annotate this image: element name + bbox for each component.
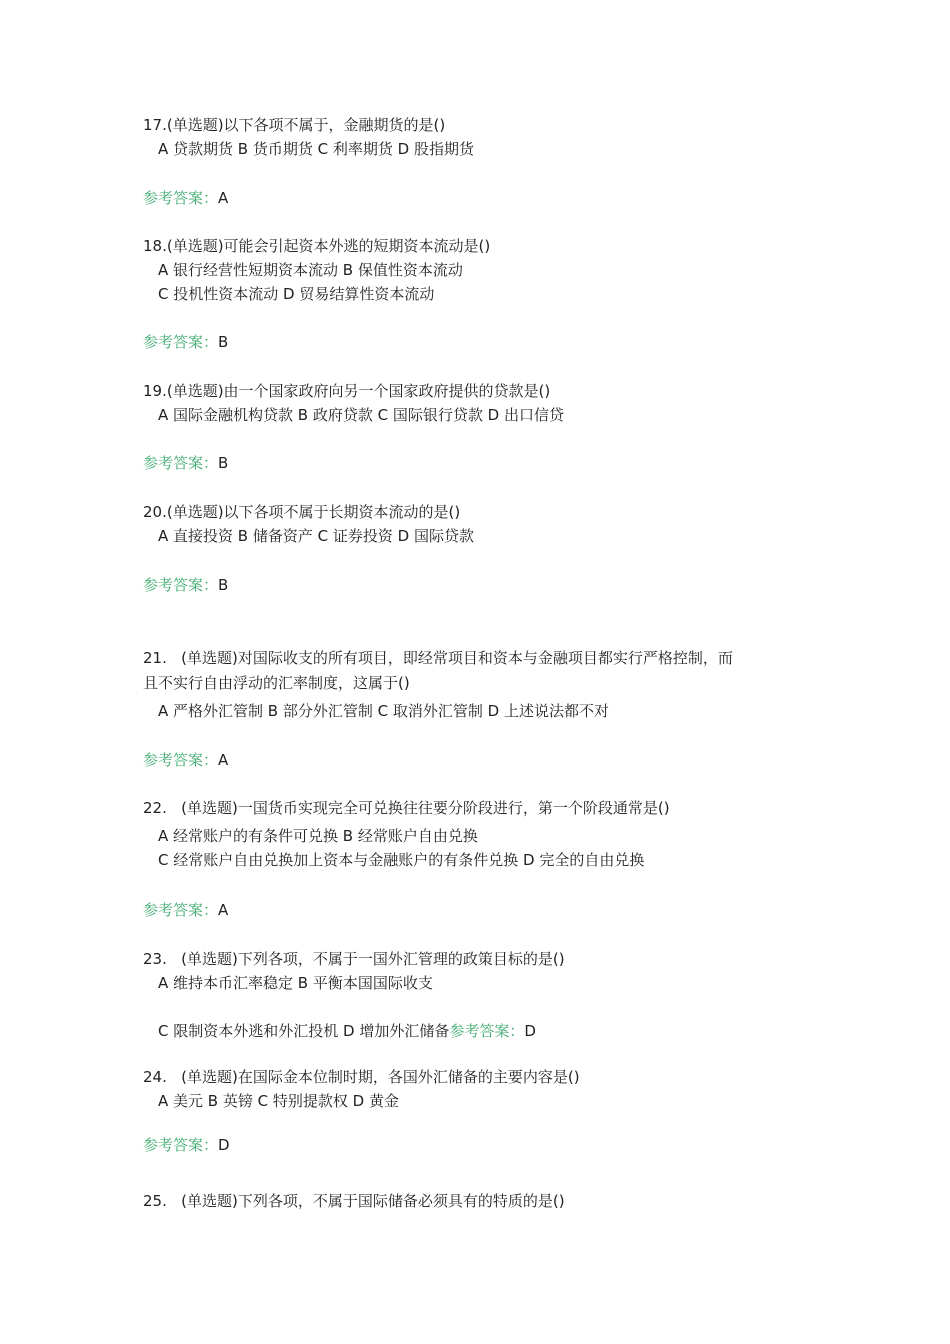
question-23-stem: 23. (单选题)下列各项，不属于一国外汇管理的政策目标的是() <box>143 950 565 968</box>
answer-label: 参考答案： <box>143 454 219 472</box>
question-21-stem-1: 21. (单选题)对国际收支的所有项目，即经常项目和资本与金融项目都实行严格控制，而 <box>143 649 733 667</box>
answer-20 <box>143 575 228 595</box>
question-21-options: A 严格外汇管制 B 部分外汇管制 C 取消外汇管制 D 上述说法都不对 <box>158 702 609 720</box>
answer-24 <box>143 1135 230 1155</box>
question-23-options-2: C 限制资本外逃和外汇投机 D 增加外汇储备 <box>158 1022 450 1040</box>
answer-value: B <box>218 333 229 351</box>
question-19-stem: 19.(单选题)由一个国家政府向另一个国家政府提供的贷款是() <box>143 382 551 400</box>
answer-17 <box>143 188 228 208</box>
question-22-options-2: C 经常账户自由兑换加上资本与金融账户的有条件兑换 D 完全的自由兑换 <box>158 851 645 869</box>
answer-value: A <box>218 751 229 769</box>
question-18-stem: 18.(单选题)可能会引起资本外逃的短期资本流动是() <box>143 237 491 255</box>
answer-18 <box>143 332 228 352</box>
question-20-options: A 直接投资 B 储备资产 C 证券投资 D 国际贷款 <box>158 527 474 545</box>
question-18-options-2: C 投机性资本流动 D 贸易结算性资本流动 <box>158 285 435 303</box>
question-17-options: A 贷款期货 B 货币期货 C 利率期货 D 股指期货 <box>158 140 474 158</box>
answer-label: 参考答案： <box>143 333 219 351</box>
answer-label: 参考答案： <box>143 901 219 919</box>
question-22-stem: 22. (单选题)一国货币实现完全可兑换往往要分阶段进行，第一个阶段通常是() <box>143 799 670 817</box>
answer-value: A <box>218 901 229 919</box>
answer-label: 参考答案： <box>143 751 219 769</box>
answer-value: B <box>218 576 229 594</box>
question-24-stem: 24. (单选题)在国际金本位制时期，各国外汇储备的主要内容是() <box>143 1068 580 1086</box>
answer-label: 参考答案： <box>143 576 219 594</box>
question-22-options-1: A 经常账户的有条件可兑换 B 经常账户自由兑换 <box>158 827 478 845</box>
question-21-stem-2: 且不实行自由浮动的汇率制度，这属于() <box>143 674 410 692</box>
question-25-stem: 25. (单选题)下列各项，不属于国际储备必须具有的特质的是() <box>143 1192 565 1210</box>
answer-label: 参考答案： <box>143 1136 219 1154</box>
answer-label: 参考答案： <box>143 189 219 207</box>
answer-value: D <box>524 1022 536 1040</box>
question-20-stem: 20.(单选题)以下各项不属于长期资本流动的是() <box>143 503 461 521</box>
question-23-options-1: A 维持本币汇率稳定 B 平衡本国国际收支 <box>158 974 433 992</box>
answer-22 <box>143 900 228 920</box>
answer-21 <box>143 750 228 770</box>
answer-value: D <box>218 1136 230 1154</box>
question-18-options-1: A 银行经营性短期资本流动 B 保值性资本流动 <box>158 261 463 279</box>
question-17-stem: 17.(单选题)以下各项不属于，金融期货的是() <box>143 116 446 134</box>
question-24-options: A 美元 B 英镑 C 特别提款权 D 黄金 <box>158 1092 399 1110</box>
answer-value: A <box>218 189 229 207</box>
answer-19 <box>143 453 228 473</box>
answer-label: 参考答案： <box>449 1022 525 1040</box>
question-23-options-2-with-answer <box>158 1021 536 1041</box>
question-19-options: A 国际金融机构贷款 B 政府贷款 C 国际银行贷款 D 出口信贷 <box>158 406 564 424</box>
answer-value: B <box>218 454 229 472</box>
